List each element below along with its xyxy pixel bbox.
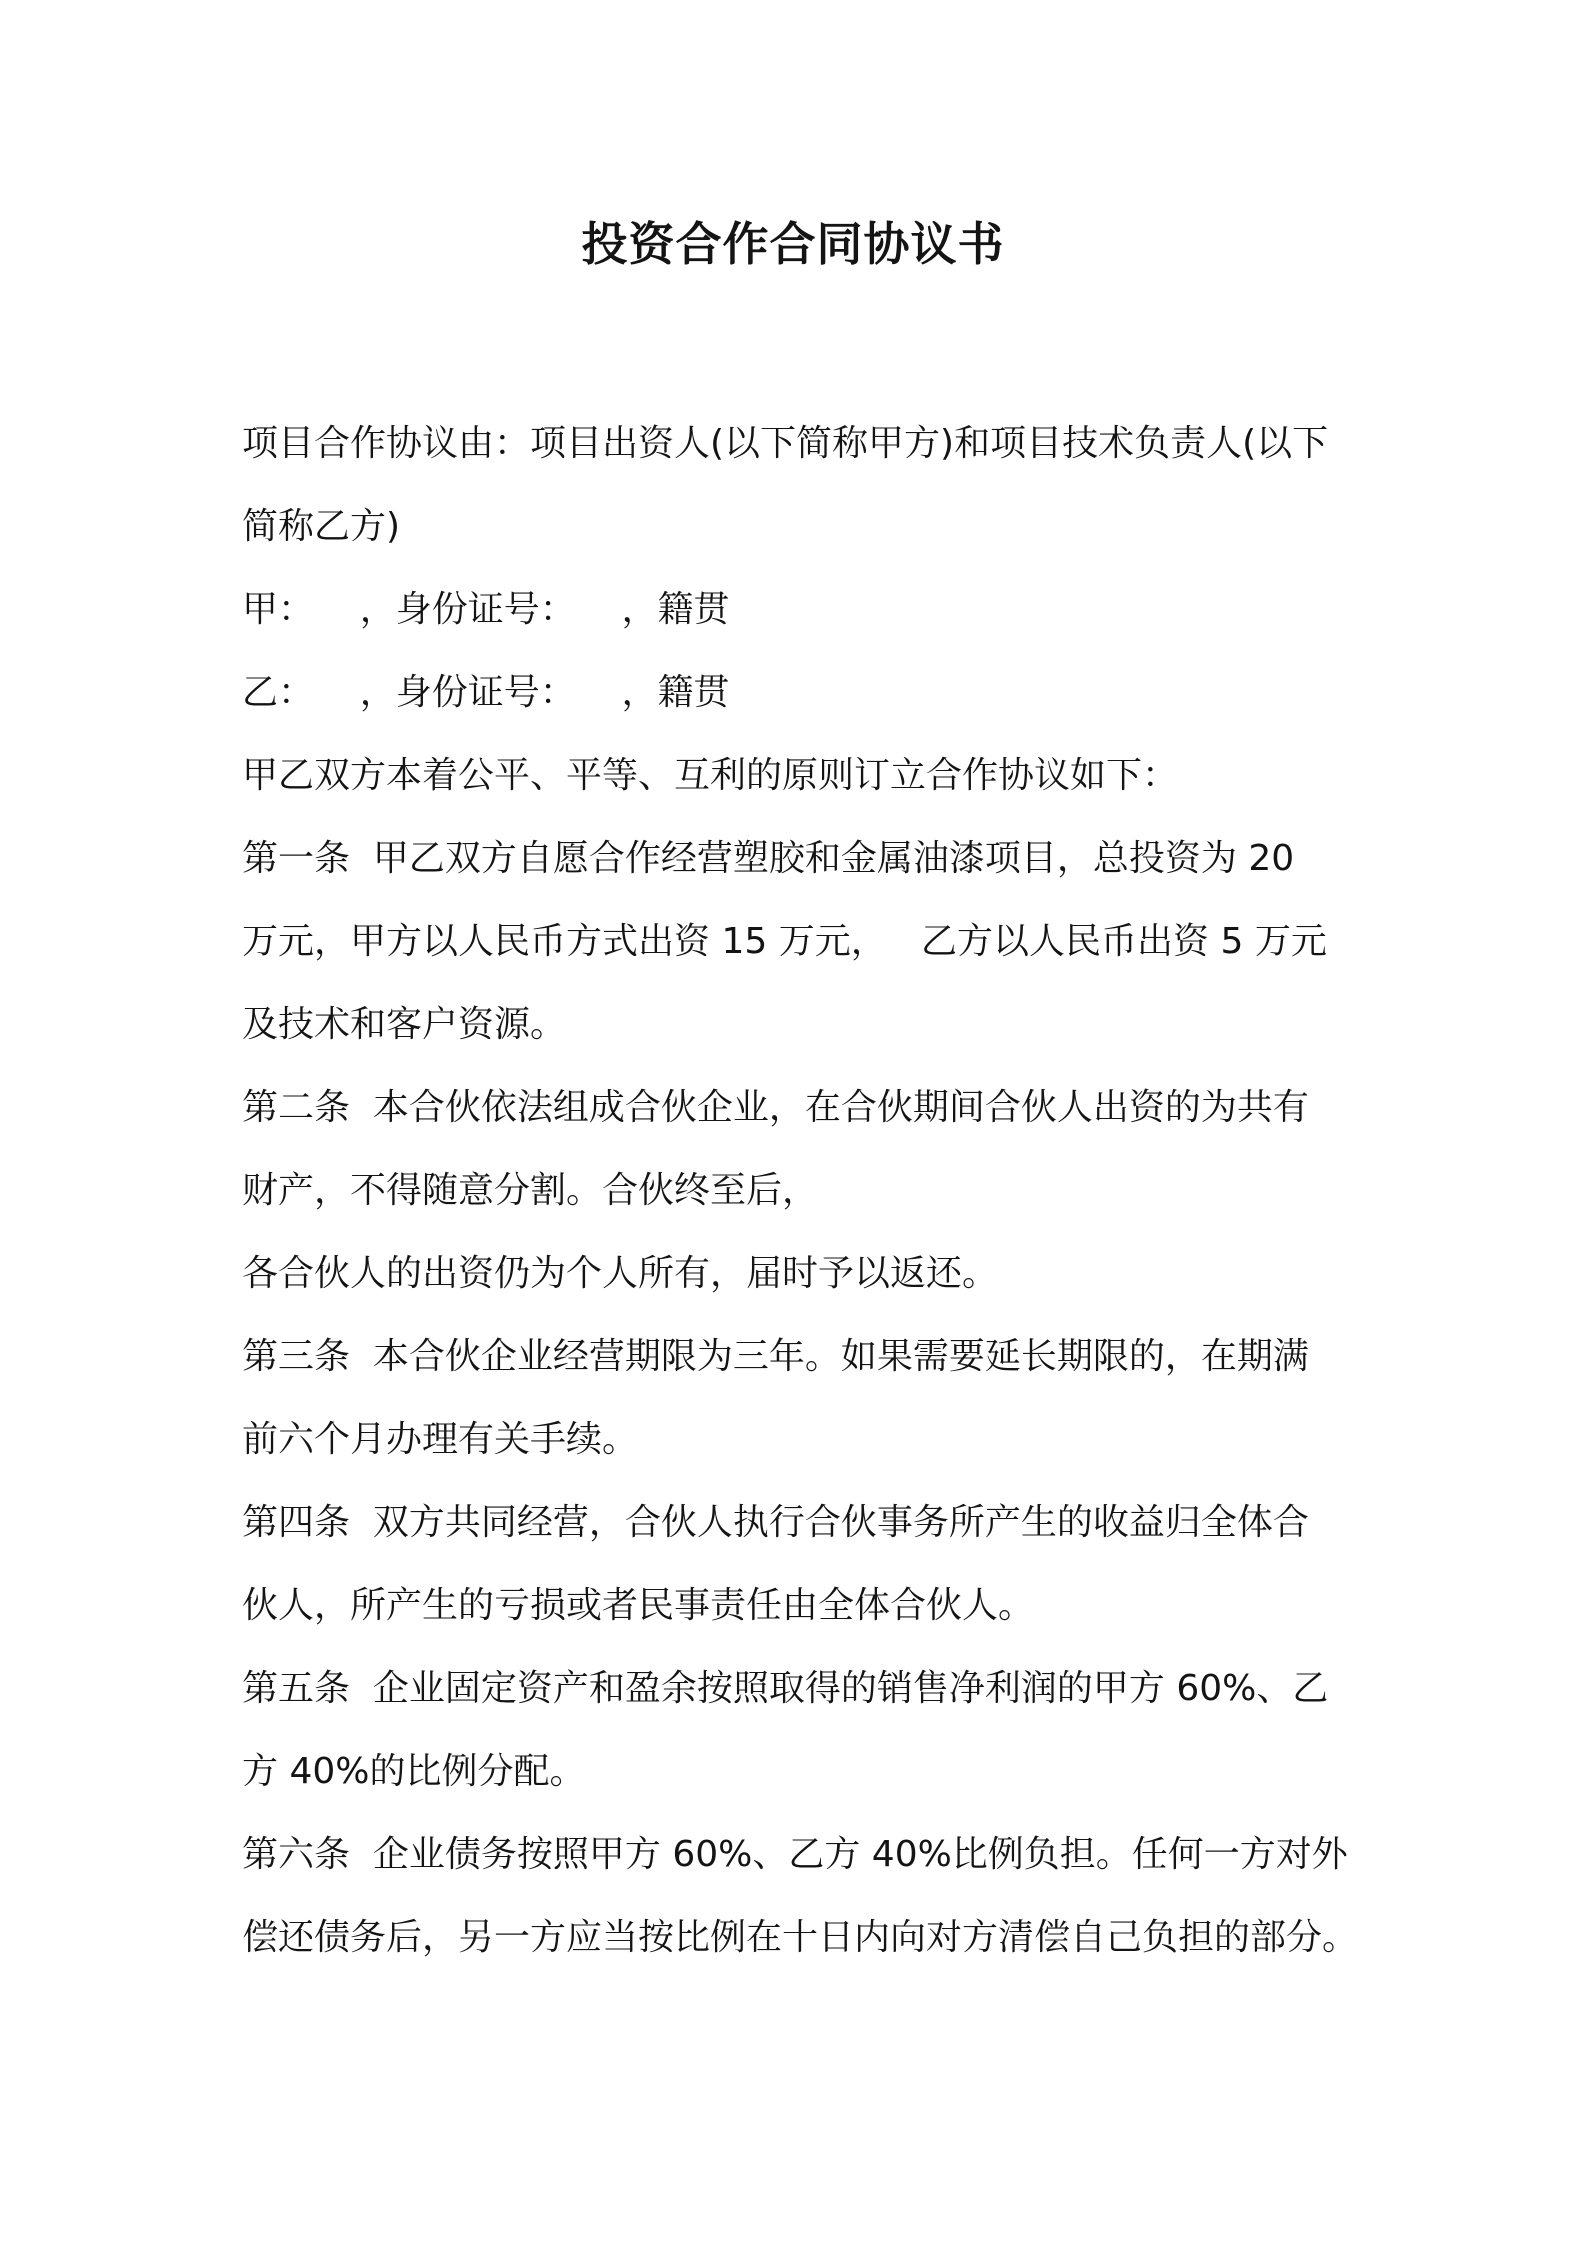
body-line: 项目合作协议由：项目出资人(以下简称甲方)和项目技术负责人(以下 <box>242 423 1329 464</box>
article-4-line: 第四条 双方共同经营，合伙人执行合伙事务所产生的收益归全体合 <box>242 1502 1309 1543</box>
article-6-line: 第六条 企业债务按照甲方 60%、乙方 40%比例负担。任何一方对外 <box>242 1834 1348 1875</box>
article-1-line: 及技术和客户资源。 <box>242 1004 567 1045</box>
article-5-line: 第五条 企业固定资产和盈余按照取得的销售净利润的甲方 60%、乙 <box>242 1668 1329 1709</box>
body-line: 简称乙方) <box>242 506 401 547</box>
party-a-line: 甲： ，身份证号： ，籍贯 <box>242 589 730 630</box>
article-4-line: 伙人，所产生的亏损或者民事责任由全体合伙人。 <box>242 1585 1035 1626</box>
article-6-line: 偿还债务后，另一方应当按比例在十日内向对方清偿自己负担的部分。 <box>242 1917 1359 1958</box>
article-5-line: 方 40%的比例分配。 <box>242 1751 586 1792</box>
document-body <box>242 402 1372 1979</box>
article-3-line: 第三条 本合伙企业经营期限为三年。如果需要延长期限的，在期满 <box>242 1336 1309 1377</box>
article-1-line: 万元，甲方以人民币方式出资 15 万元， 乙方以人民币出资 5 万元 <box>242 921 1327 962</box>
article-3-line: 前六个月办理有关手续。 <box>242 1419 639 1460</box>
article-1-line: 第一条 甲乙双方自愿合作经营塑胶和金属油漆项目，总投资为 20 <box>242 838 1295 879</box>
party-b-line: 乙： ，身份证号： ，籍贯 <box>242 672 730 713</box>
body-line: 甲乙双方本着公平、平等、互利的原则订立合作协议如下： <box>242 755 1179 796</box>
article-2-line: 各合伙人的出资仍为个人所有，届时予以返还。 <box>242 1253 999 1294</box>
document-title: 投资合作合同协议书 <box>581 217 1005 271</box>
article-2-line: 财产，不得随意分割。合伙终至后， <box>242 1170 819 1211</box>
article-2-line: 第二条 本合伙依法组成合伙企业，在合伙期间合伙人出资的为共有 <box>242 1087 1309 1128</box>
